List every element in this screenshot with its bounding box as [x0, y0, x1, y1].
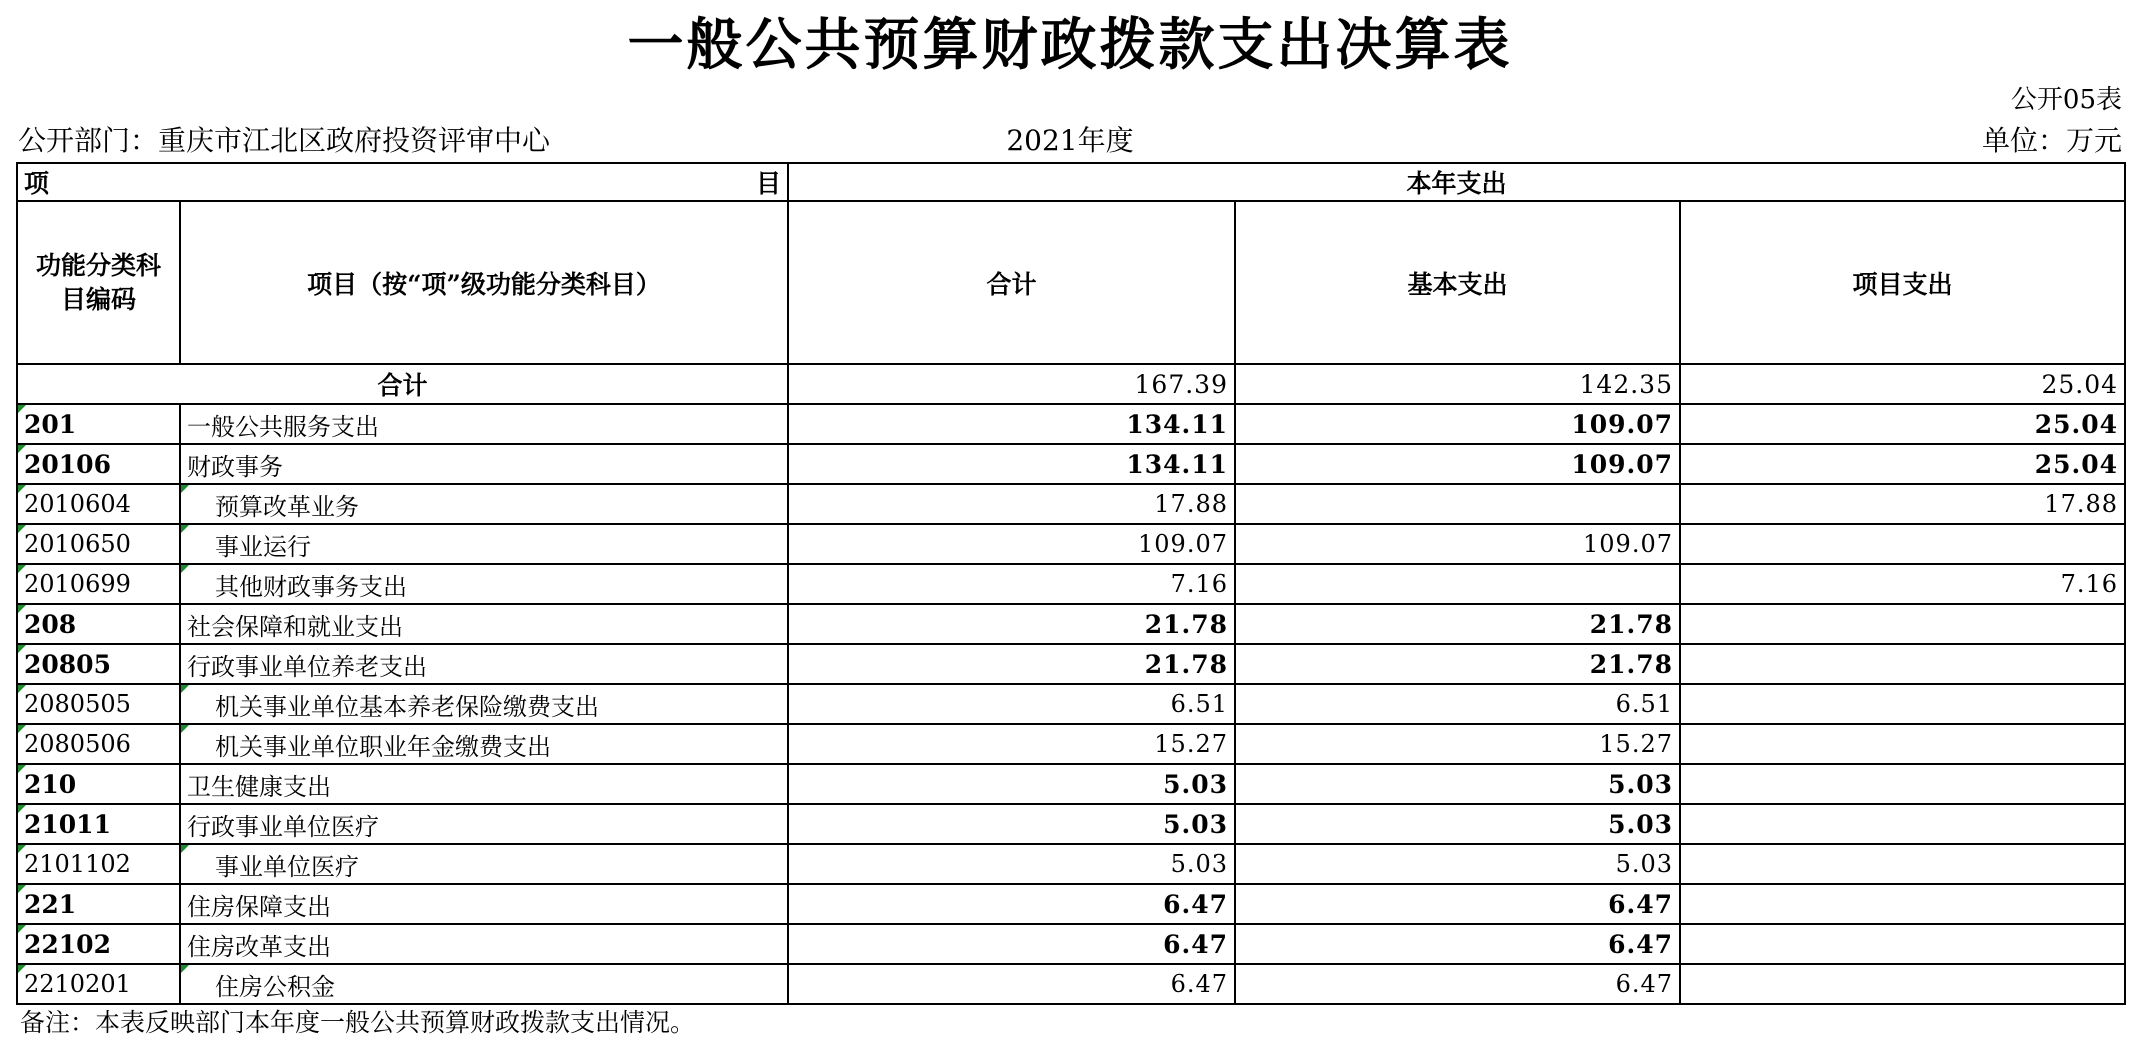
row-total: 6.47	[788, 924, 1235, 964]
header-row-top	[17, 163, 2125, 201]
row-total: 17.88	[788, 484, 1235, 524]
cell-marker-icon	[18, 965, 26, 973]
row-project	[1680, 604, 2125, 644]
cell-marker-icon	[18, 605, 26, 613]
row-total: 21.78	[788, 644, 1235, 684]
row-code: 201	[24, 409, 77, 439]
name-column-header: 项目（按“项”级功能分类科目）	[180, 201, 788, 364]
cell-marker-icon	[18, 765, 26, 773]
row-project	[1680, 884, 2125, 924]
row-name: 事业运行	[215, 532, 311, 561]
row-name-cell	[180, 764, 788, 804]
table-row	[17, 604, 2125, 644]
row-project	[1680, 924, 2125, 964]
row-code: 2101102	[24, 850, 131, 878]
table-row	[17, 644, 2125, 684]
row-name: 卫生健康支出	[187, 772, 331, 801]
row-total: 6.47	[788, 884, 1235, 924]
row-name: 住房公积金	[215, 972, 335, 1001]
cell-marker-icon	[18, 565, 26, 573]
row-total: 7.16	[788, 564, 1235, 604]
row-project	[1680, 724, 2125, 764]
cell-marker-icon	[18, 405, 26, 413]
row-code-cell	[17, 764, 180, 804]
table-row	[17, 924, 2125, 964]
table-row	[17, 684, 2125, 724]
row-total: 5.03	[788, 764, 1235, 804]
row-name: 机关事业单位基本养老保险缴费支出	[215, 692, 599, 721]
row-project: 25.04	[1680, 444, 2125, 484]
cell-marker-icon	[18, 845, 26, 853]
row-code: 2210201	[24, 970, 131, 998]
row-project	[1680, 964, 2125, 1004]
cell-marker-icon	[18, 885, 26, 893]
basic-column-header: 基本支出	[1235, 201, 1680, 364]
row-basic: 109.07	[1235, 444, 1680, 484]
row-code-cell	[17, 644, 180, 684]
row-basic	[1235, 484, 1680, 524]
item-header-cell	[17, 163, 788, 201]
row-total: 6.47	[788, 964, 1235, 1004]
cell-marker-icon	[18, 445, 26, 453]
row-code-cell	[17, 844, 180, 884]
row-name: 住房保障支出	[187, 892, 331, 921]
row-code: 2080506	[24, 730, 131, 758]
row-code: 20805	[24, 649, 111, 679]
row-project: 25.04	[1680, 404, 2125, 444]
total-row	[17, 364, 2125, 404]
row-name: 社会保障和就业支出	[187, 612, 403, 641]
row-code-cell	[17, 884, 180, 924]
row-name-cell	[180, 924, 788, 964]
cell-marker-icon	[18, 925, 26, 933]
row-basic: 21.78	[1235, 604, 1680, 644]
row-name-cell	[180, 564, 788, 604]
row-basic: 6.47	[1235, 964, 1680, 1004]
table-row	[17, 524, 2125, 564]
row-name: 一般公共服务支出	[187, 412, 379, 441]
row-project	[1680, 804, 2125, 844]
total-row-label: 合计	[17, 364, 788, 404]
row-name-cell	[180, 524, 788, 564]
footnote: 备注：本表反映部门本年度一般公共预算财政拨款支出情况。	[20, 1008, 696, 1037]
row-name-cell	[180, 644, 788, 684]
row-total: 15.27	[788, 724, 1235, 764]
row-name: 机关事业单位职业年金缴费支出	[215, 732, 551, 761]
current-year-header: 本年支出	[788, 163, 2125, 201]
row-total: 6.51	[788, 684, 1235, 724]
row-code: 2010650	[24, 530, 131, 558]
row-code-cell	[17, 524, 180, 564]
row-name-cell	[180, 804, 788, 844]
row-project	[1680, 764, 2125, 804]
cell-marker-icon	[18, 725, 26, 733]
row-total: 134.11	[788, 404, 1235, 444]
department-label: 公开部门：重庆市江北区政府投资评审中心	[18, 124, 551, 157]
cell-marker-icon	[18, 525, 26, 533]
row-project	[1680, 684, 2125, 724]
form-number: 公开05表	[2010, 85, 2122, 115]
row-total: 134.11	[788, 444, 1235, 484]
cell-marker-icon	[18, 485, 26, 493]
total-column-header: 合计	[788, 201, 1235, 364]
row-basic: 6.47	[1235, 924, 1680, 964]
unit-label: 单位：万元	[1981, 124, 2122, 157]
row-total: 21.78	[788, 604, 1235, 644]
code-column-header: 功能分类科目编码	[17, 201, 180, 364]
total-row-basic: 142.35	[1235, 364, 1680, 404]
row-code-cell	[17, 804, 180, 844]
cell-marker-icon	[181, 565, 189, 573]
row-code: 210	[24, 769, 77, 799]
row-basic: 5.03	[1235, 764, 1680, 804]
row-name-cell	[180, 604, 788, 644]
table-row	[17, 724, 2125, 764]
table-row	[17, 844, 2125, 884]
row-name-cell	[180, 444, 788, 484]
total-row-total: 167.39	[788, 364, 1235, 404]
row-basic: 6.47	[1235, 884, 1680, 924]
row-code-cell	[17, 484, 180, 524]
row-basic: 109.07	[1235, 524, 1680, 564]
cell-marker-icon	[181, 525, 189, 533]
row-code-cell	[17, 964, 180, 1004]
table-row	[17, 484, 2125, 524]
row-basic: 15.27	[1235, 724, 1680, 764]
cell-marker-icon	[181, 845, 189, 853]
row-total: 5.03	[788, 844, 1235, 884]
row-basic: 5.03	[1235, 844, 1680, 884]
row-code: 221	[24, 889, 77, 919]
row-code-cell	[17, 724, 180, 764]
row-basic: 6.51	[1235, 684, 1680, 724]
row-name-cell	[180, 684, 788, 724]
row-name-cell	[180, 884, 788, 924]
table-row	[17, 804, 2125, 844]
row-code-cell	[17, 924, 180, 964]
row-basic: 5.03	[1235, 804, 1680, 844]
row-basic	[1235, 564, 1680, 604]
row-name-cell	[180, 404, 788, 444]
cell-marker-icon	[181, 685, 189, 693]
row-code: 22102	[24, 929, 111, 959]
row-name: 预算改革业务	[215, 492, 359, 521]
page-title: 一般公共预算财政拨款支出决算表	[627, 13, 1513, 78]
project-column-header: 项目支出	[1680, 201, 2125, 364]
row-name-cell	[180, 484, 788, 524]
cell-marker-icon	[18, 685, 26, 693]
row-project: 7.16	[1680, 564, 2125, 604]
row-basic: 21.78	[1235, 644, 1680, 684]
table-row	[17, 764, 2125, 804]
cell-marker-icon	[18, 805, 26, 813]
row-code: 208	[24, 609, 77, 639]
row-code-cell	[17, 404, 180, 444]
row-name: 其他财政事务支出	[215, 572, 407, 601]
row-name-cell	[180, 964, 788, 1004]
table-row	[17, 404, 2125, 444]
cell-marker-icon	[181, 485, 189, 493]
row-code-cell	[17, 444, 180, 484]
item-header-right: 目	[755, 169, 781, 198]
row-total: 5.03	[788, 804, 1235, 844]
row-code: 20106	[24, 449, 111, 479]
row-code-cell	[17, 564, 180, 604]
row-code: 2010604	[24, 490, 131, 518]
row-code-cell	[17, 604, 180, 644]
row-project	[1680, 844, 2125, 884]
cell-marker-icon	[181, 965, 189, 973]
item-header-left: 项	[24, 169, 50, 198]
row-name-cell	[180, 724, 788, 764]
table-row	[17, 964, 2125, 1004]
row-code-cell	[17, 684, 180, 724]
row-name: 住房改革支出	[187, 932, 331, 961]
row-name: 事业单位医疗	[215, 852, 359, 881]
table-row	[17, 564, 2125, 604]
row-code: 2010699	[24, 570, 131, 598]
row-project	[1680, 524, 2125, 564]
cell-marker-icon	[181, 725, 189, 733]
table-row	[17, 444, 2125, 484]
row-total: 109.07	[788, 524, 1235, 564]
row-name-cell	[180, 844, 788, 884]
total-row-project: 25.04	[1680, 364, 2125, 404]
row-project	[1680, 644, 2125, 684]
table-row	[17, 884, 2125, 924]
fiscal-year: 2021年度	[1006, 124, 1134, 157]
header-row-columns	[17, 201, 2125, 364]
row-name: 财政事务	[187, 452, 283, 481]
row-name: 行政事业单位医疗	[187, 812, 379, 841]
row-project: 17.88	[1680, 484, 2125, 524]
row-code: 2080505	[24, 690, 131, 718]
row-name: 行政事业单位养老支出	[187, 652, 427, 681]
expenditure-table	[16, 162, 2126, 1005]
row-basic: 109.07	[1235, 404, 1680, 444]
row-code: 21011	[24, 809, 111, 839]
cell-marker-icon	[18, 645, 26, 653]
